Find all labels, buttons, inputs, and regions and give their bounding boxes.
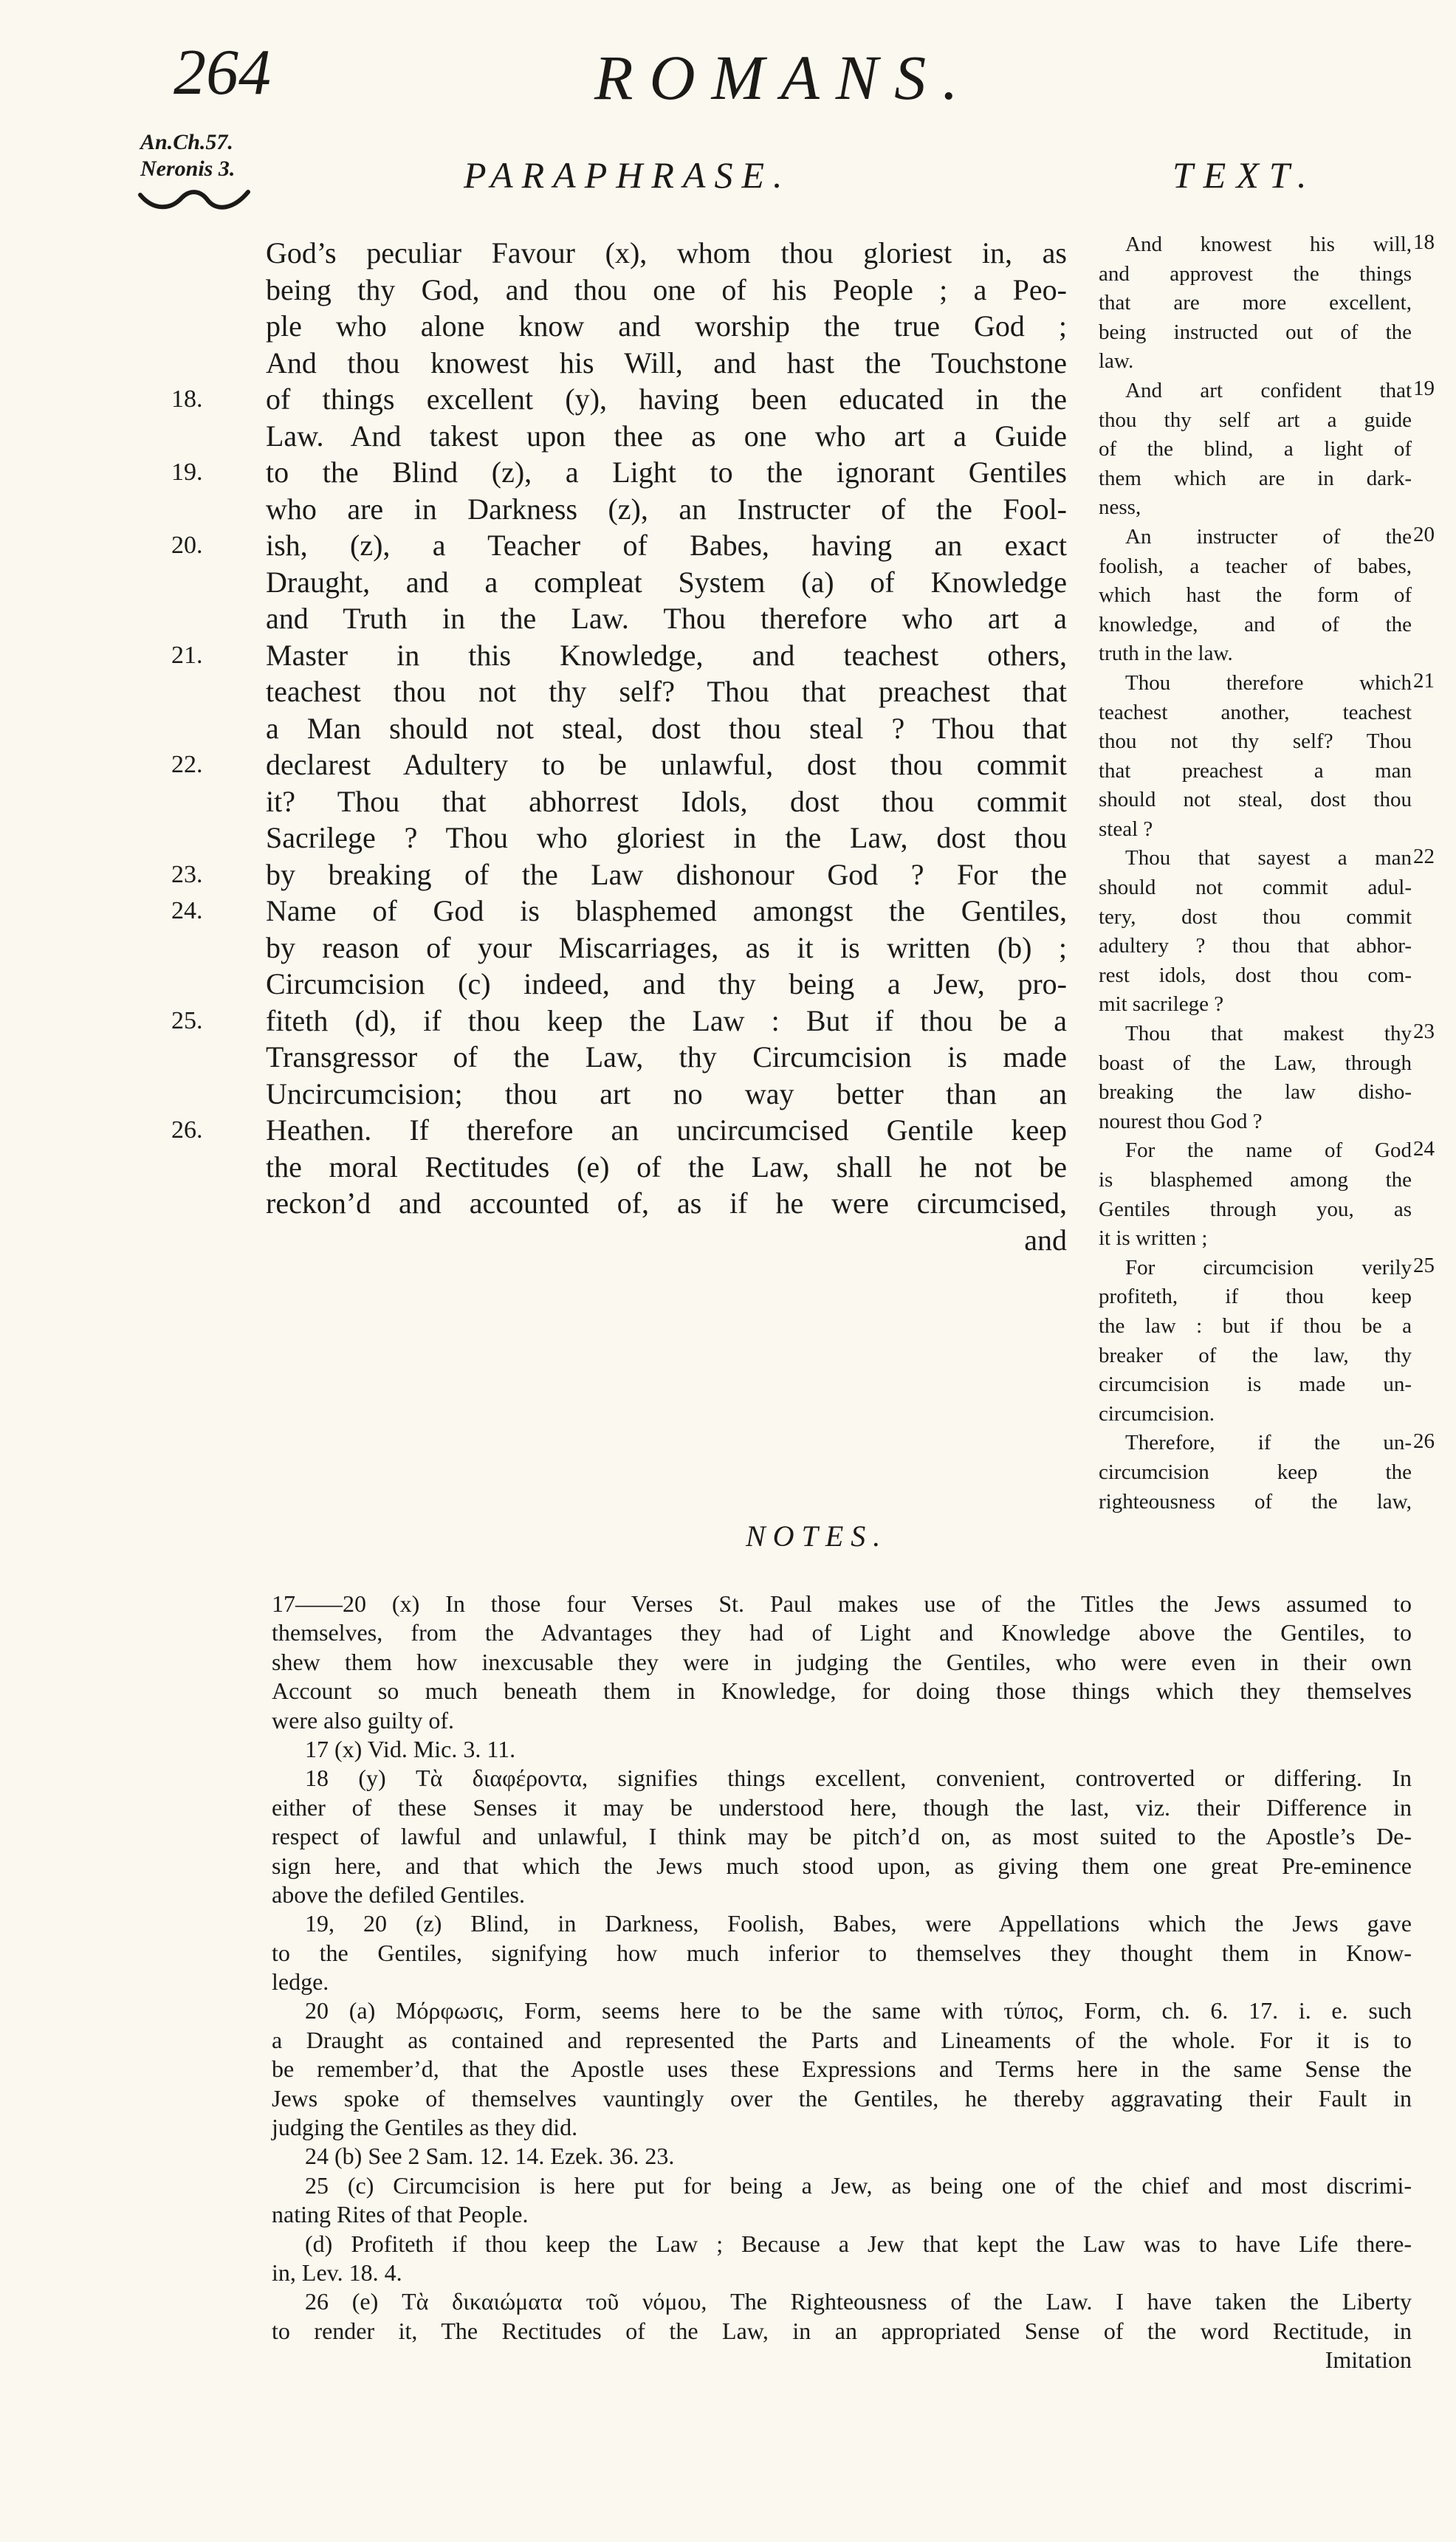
text-line: law. — [1099, 349, 1134, 374]
text-verse-number: 21 — [1413, 669, 1435, 693]
text-line: it is written ; — [1099, 1226, 1208, 1251]
paraphrase-line: and — [1024, 1223, 1067, 1257]
paraphrase-line: by breaking of the Law dishonour God ? For the — [266, 857, 1067, 891]
paraphrase-line: Law. And takest upon thee as one who art a Guide — [266, 419, 1067, 453]
text-line: and approvest the things — [1099, 261, 1412, 286]
text-line: teachest another, teachest — [1099, 700, 1412, 724]
paraphrase-verse-number: 24. — [171, 897, 203, 924]
paraphrase-line: ple who alone know and worship the true God ; — [266, 309, 1067, 343]
text-line: mit sacrilege ? — [1099, 992, 1224, 1017]
text-line: Thou that makest thy — [1125, 1022, 1412, 1046]
date-note-year: An.Ch.57. — [140, 130, 233, 154]
text-verse-number: 24 — [1413, 1136, 1435, 1161]
note-line: judging the Gentiles as they did. — [272, 2114, 578, 2141]
text-line: And knowest his will, — [1125, 233, 1412, 256]
paraphrase-line: it? Thou that abhorrest Idols, dost thou commit — [266, 784, 1067, 818]
text-line: foolish, a teacher of babes, — [1099, 554, 1412, 578]
note-line: sign here, and that which the Jews much stood upon, as giving them one great Pre-eminence — [272, 1852, 1412, 1879]
text-line: ness, — [1099, 495, 1141, 520]
text-line: nourest thou God ? — [1099, 1109, 1263, 1133]
text-line: And art confident that — [1125, 378, 1412, 402]
note-line: 17 (x) Vid. Mic. 3. 11. — [305, 1735, 516, 1762]
paraphrase-line: teachest thou not thy self? Thou that preachest that — [266, 675, 1067, 708]
text-line: Thou therefore which — [1125, 670, 1412, 695]
note-line: Account so much beneath them in Knowledge, for doing those things which they themselves — [272, 1677, 1412, 1705]
text-line: boast of the Law, through — [1099, 1051, 1412, 1075]
text-heading: TEXT. — [1172, 154, 1317, 196]
paraphrase-verse-number: 25. — [171, 1006, 203, 1034]
paraphrase-verse-number: 23. — [171, 860, 203, 888]
paraphrase-line: a Man should not steal, dost thou steal ? Thou that — [266, 711, 1067, 745]
paraphrase-line: God’s peculiar Favour (x), whom thou gloriest in, as — [266, 236, 1067, 269]
note-line: were also guilty of. — [272, 1706, 455, 1734]
text-verse-number: 20 — [1413, 523, 1435, 546]
text-line: Gentiles through you, as — [1099, 1197, 1412, 1221]
text-line: righteousness of the law, — [1099, 1489, 1412, 1514]
note-line: 19, 20 (z) Blind, in Darkness, Foolish, Babes, were Appellations which the Jews gave — [305, 1910, 1412, 1937]
text-line: circumcision is made un- — [1099, 1373, 1412, 1397]
paraphrase-line: declarest Adultery to be unlawful, dost thou commit — [266, 748, 1067, 781]
note-line: to the Gentiles, signifying how much inferior to themselves they thought them in Know- — [272, 1939, 1412, 1966]
paraphrase-column — [266, 235, 1067, 1258]
text-line: the law : but if thou be a — [1099, 1313, 1412, 1338]
paraphrase-line: Uncircumcision; thou art no way better than an — [266, 1076, 1067, 1110]
paraphrase-line: Heathen. If therefore an uncircumcised Gentile keep — [266, 1113, 1067, 1147]
text-line: circumcision. — [1099, 1401, 1215, 1426]
paraphrase-line: reckon’d and accounted of, as if he were circumcised, — [266, 1186, 1067, 1220]
text-line: Therefore, if the un- — [1125, 1431, 1412, 1455]
paraphrase-line: Sacrilege ? Thou who gloriest in the Law, dost thou — [266, 821, 1067, 854]
page-number: 264 — [174, 37, 271, 109]
text-line: that are more excellent, — [1099, 291, 1412, 315]
paraphrase-line: Transgressor of the Law, thy Circumcision is made — [266, 1040, 1067, 1074]
note-line: 24 (b) See 2 Sam. 12. 14. Ezek. 36. 23. — [305, 2143, 675, 2170]
text-line: breaking the law disho- — [1099, 1080, 1412, 1105]
paraphrase-line: Draught, and a compleat System (a) of Knowledge — [266, 565, 1067, 599]
note-line: 25 (c) Circumcision is here put for being a Jew, as being one of the chief and most discrimi- — [305, 2171, 1412, 2199]
text-verse-number: 19 — [1413, 377, 1435, 400]
text-line: circumcision keep the — [1099, 1460, 1412, 1484]
text-verse-number: 26 — [1413, 1429, 1435, 1453]
note-line: to render it, The Rectitudes of the Law, in an appropriated Sense of the word Rectitude, in — [272, 2317, 1412, 2344]
text-line: that preachest a man — [1099, 758, 1412, 783]
text-line: them which are in dark- — [1099, 466, 1412, 490]
text-line: which hast the form of — [1099, 583, 1412, 608]
note-line: nating Rites of that People. — [272, 2201, 529, 2228]
note-line: respect of lawful and unlawful, I think may be pitch’d on, as most suited to the Apostle’s De- — [272, 1823, 1412, 1850]
text-line: being instructed out of the — [1099, 320, 1412, 344]
text-line: knowledge, and of the — [1099, 612, 1412, 636]
note-line: shew them how inexcusable they were in judging the Gentiles, who were even in their own — [272, 1648, 1412, 1675]
paraphrase-verse-number: 26. — [171, 1116, 203, 1144]
note-line: themselves, from the Advantages they had of Light and Knowledge above the Gentiles, to — [272, 1619, 1412, 1646]
note-line: 20 (a) Μόρφωσις, Form, seems here to be the same with τύπος, Form, ch. 6. 17. i. e. such — [305, 1997, 1412, 2024]
paraphrase-line: to the Blind (z), a Light to the ignorant Gentiles — [266, 456, 1067, 489]
text-line: breaker of the law, thy — [1099, 1343, 1412, 1367]
paraphrase-verse-number: 20. — [171, 532, 203, 559]
text-line: adultery ? thou that abhor- — [1099, 934, 1412, 958]
text-line: of the blind, a light of — [1099, 437, 1412, 461]
text-verse-number: 25 — [1413, 1254, 1435, 1277]
text-line: steal ? — [1099, 817, 1153, 841]
running-title: ROMANS. — [594, 42, 975, 113]
paraphrase-verse-number: 21. — [171, 641, 203, 669]
paraphrase-line: Circumcision (c) indeed, and thy being a Jew, pro- — [266, 967, 1067, 1000]
paraphrase-verse-number: 22. — [171, 751, 203, 778]
note-line: above the defiled Gentiles. — [272, 1880, 525, 1908]
note-line: either of these Senses it may be understood here, though the last, viz. their Difference in — [272, 1793, 1412, 1821]
text-line: should not steal, dost thou — [1099, 788, 1412, 812]
text-line: thou thy self art a guide — [1099, 408, 1412, 432]
note-line: 26 (e) Τὰ δικαιώματα τοῦ νόμου, The Righteousness of the Law. I have taken the Liberty — [305, 2288, 1412, 2315]
note-line: Imitation — [1325, 2346, 1412, 2374]
text-line: For circumcision verily — [1125, 1255, 1412, 1279]
paraphrase-line: fiteth (d), if thou keep the Law : But if thou be a — [266, 1003, 1067, 1037]
text-column — [1099, 230, 1412, 1516]
text-line: truth in the law. — [1099, 642, 1233, 666]
text-line: profiteth, if thou keep — [1099, 1285, 1412, 1309]
text-line: An instructer of the — [1125, 524, 1412, 549]
paraphrase-line: Master in this Knowledge, and teachest others, — [266, 638, 1067, 672]
paraphrase-line: being thy God, and thou one of his People ; a Peo- — [266, 272, 1067, 306]
note-line: 17——20 (x) In those four Verses St. Paul makes use of the Titles the Jews assumed to — [272, 1590, 1412, 1617]
notes-heading: NOTES. — [746, 1519, 888, 1553]
swash-ornament — [137, 185, 255, 211]
paraphrase-line: Name of God is blasphemed amongst the Gentiles, — [266, 894, 1067, 927]
date-note — [140, 129, 235, 182]
note-line: in, Lev. 18. 4. — [272, 2258, 402, 2286]
text-line: should not commit adul- — [1099, 876, 1412, 900]
notes-section — [272, 1590, 1412, 2375]
paraphrase-line: and Truth in the Law. Thou therefore who art a — [266, 602, 1067, 635]
text-verse-number: 22 — [1413, 844, 1435, 868]
paraphrase-line: the moral Rectitudes (e) of the Law, shall he not be — [266, 1150, 1067, 1184]
paraphrase-heading: PARAPHRASE. — [464, 154, 791, 196]
paraphrase-line: by reason of your Miscarriages, as it is written (b) ; — [266, 930, 1067, 964]
paraphrase-verse-number: 19. — [171, 458, 203, 486]
note-line: Jews spoke of themselves vauntingly over the Gentiles, he thereby aggravating their Fault in — [272, 2084, 1412, 2112]
note-line: a Draught as contained and represented the Parts and Lineaments of the whole. For it is to — [272, 2026, 1412, 2053]
note-line: ledge. — [272, 1968, 329, 1996]
paraphrase-line: of things excellent (y), having been educated in the — [266, 382, 1067, 416]
paraphrase-verse-number: 18. — [171, 385, 203, 413]
note-line: (d) Profiteth if thou keep the Law ; Because a Jew that kept the Law was to have Life there- — [305, 2230, 1412, 2257]
date-note-reign: Neronis 3. — [140, 157, 236, 181]
text-line: is blasphemed among the — [1099, 1168, 1412, 1192]
text-line: Thou that sayest a man — [1125, 846, 1412, 870]
text-line: thou not thy self? Thou — [1099, 729, 1412, 754]
text-line: For the name of God — [1125, 1138, 1412, 1163]
text-verse-number: 23 — [1413, 1020, 1435, 1044]
text-verse-number: 18 — [1413, 230, 1435, 254]
note-line: 18 (y) Τὰ διαφέροντα, signifies things excellent, convenient, controverted or differing. In — [305, 1765, 1412, 1792]
note-line: be remember’d, that the Apostle uses these Expressions and Terms here in the same Sense the — [272, 2055, 1412, 2083]
text-line: tery, dost thou commit — [1099, 904, 1412, 929]
text-line: rest idols, dost thou com- — [1099, 963, 1412, 987]
paraphrase-line: who are in Darkness (z), an Instructer of the Fool- — [266, 492, 1067, 526]
paraphrase-line: And thou knowest his Will, and hast the Touchstone — [266, 346, 1067, 379]
paraphrase-line: ish, (z), a Teacher of Babes, having an exact — [266, 529, 1067, 562]
